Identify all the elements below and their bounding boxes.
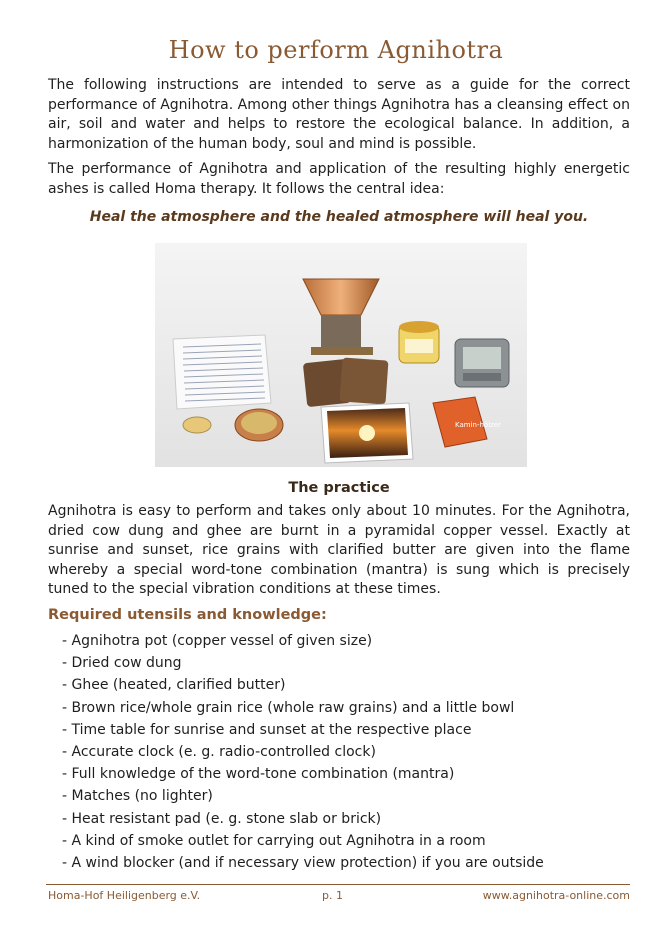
list-item: - Agnihotra pot (copper vessel of given size) xyxy=(62,633,373,649)
practice-paragraph: Agnihotra is easy to perform and takes only about 10 minutes. For the Agnihotra, dried cow dung and ghee are burnt in a pyramidal copper vessel. Exactly at sunrise and sunset, rice grains with clarified butter are given into the flame whereby a special word-tone combination (mantra) is sung which is precisely tuned to the special vibration conditions at these times. xyxy=(48,503,630,597)
list-item: - A wind blocker (and if necessary view protection) if you are outside xyxy=(62,855,544,872)
copper-rice-bowl xyxy=(235,409,283,441)
intro-paragraph: The following instructions are intended to serve as a guide for the correct performance of Agnihotra. Among other things Agnihotra has a cleansing effect on air, soil and water and helps to restore the ecological balance. In addition, a harmonization of the human body, soul and mind is possible. xyxy=(48,77,630,152)
agnihotra-utensils-photo xyxy=(155,243,527,467)
svg-text:Kamin-hölzer: Kamin-hölzer xyxy=(455,421,502,429)
radio-clock xyxy=(455,339,509,387)
page-title: How to perform Agnihotra xyxy=(168,36,504,64)
time-table-sheet xyxy=(173,335,271,409)
list-item: - Heat resistant pad (e. g. stone slab or brick) xyxy=(62,810,382,827)
small-bowl xyxy=(183,417,211,433)
list-item: - Full knowledge of the word-tone combination (mantra) xyxy=(62,766,455,783)
ghee-jar xyxy=(399,321,439,363)
list-item: - Time table for sunrise and sunset at the respective place xyxy=(62,721,472,738)
list-item: - Ghee (heated, clarified butter) xyxy=(62,677,286,694)
motto: Heal the atmosphere and the healed atmosphere will heal you. xyxy=(89,209,589,225)
required-heading: Required utensils and knowledge: xyxy=(48,607,327,623)
page-footer xyxy=(46,884,630,905)
page-number: p. 1 xyxy=(322,889,343,902)
homa-paragraph: The performance of Agnihotra and application of the resulting highly energetic ashes is called Homa therapy. It follows the central idea: xyxy=(48,161,630,197)
list-item: - Brown rice/whole grain rice (whole raw grains) and a little bowl xyxy=(62,699,515,716)
list-item: - A kind of smoke outlet for carrying out Agnihotra in a room xyxy=(62,832,486,849)
required-list xyxy=(62,630,544,874)
list-item: - Accurate clock (e. g. radio-controlled clock) xyxy=(62,744,376,761)
footer-organization: Homa-Hof Heiligenberg e.V. xyxy=(48,889,201,902)
cow-dung-cakes xyxy=(303,357,389,407)
practice-heading: The practice xyxy=(288,480,390,496)
footer-website-link[interactable]: www.agnihotra-online.com xyxy=(482,889,630,902)
list-item: - Matches (no lighter) xyxy=(62,788,213,805)
sunset-tile xyxy=(321,403,413,463)
list-item: - Dried cow dung xyxy=(62,655,182,672)
